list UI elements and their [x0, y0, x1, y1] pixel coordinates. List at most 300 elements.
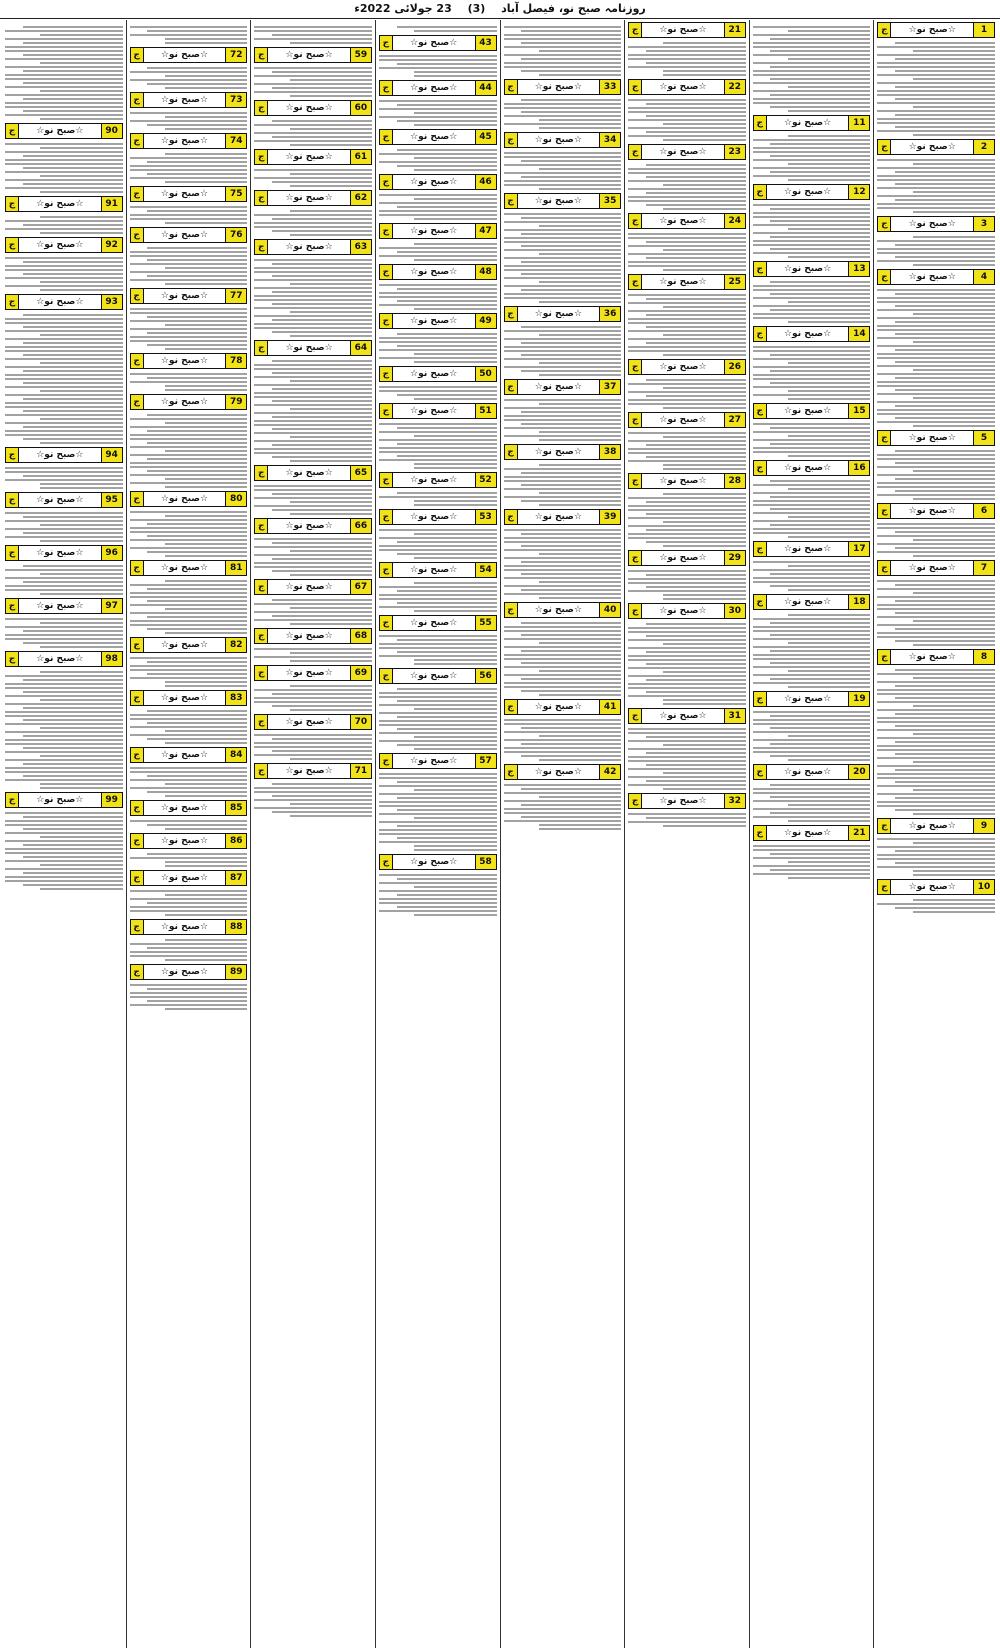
ad-header	[504, 764, 622, 780]
text-line	[23, 110, 123, 112]
ad-header	[628, 79, 746, 95]
text-line	[290, 803, 372, 805]
ad-number: 72	[225, 48, 246, 62]
ad-label: ☆صبح نو☆	[160, 873, 209, 883]
text-line	[40, 216, 122, 218]
text-line	[663, 493, 745, 495]
ad-marker-icon: ج	[131, 920, 144, 934]
ad-marker-icon: ج	[6, 599, 19, 613]
text-line	[379, 529, 497, 531]
text-line	[895, 183, 995, 185]
text-line	[753, 346, 871, 348]
text-line	[379, 821, 497, 823]
text-line	[130, 120, 248, 122]
ad-header	[5, 792, 123, 808]
text-line	[130, 992, 248, 994]
text-line	[23, 42, 123, 44]
text-line	[504, 585, 622, 587]
text-line	[5, 187, 123, 189]
text-line	[753, 654, 871, 656]
text-line	[130, 547, 248, 549]
ad-header	[753, 541, 871, 557]
ad-number: 33	[599, 80, 620, 94]
text-line	[254, 214, 372, 216]
ad-text-block	[379, 280, 497, 310]
text-line	[504, 156, 622, 158]
text-line	[770, 309, 870, 311]
ad-header	[130, 394, 248, 410]
text-line	[877, 466, 995, 468]
classified-ad	[254, 190, 372, 236]
ad-marker-icon: ج	[505, 80, 518, 94]
text-line	[254, 222, 372, 224]
text-line	[663, 42, 745, 44]
ad-marker-icon: ج	[754, 595, 767, 609]
text-line	[877, 458, 995, 460]
ad-number: 48	[475, 265, 496, 279]
text-line	[165, 324, 247, 326]
text-line	[753, 350, 871, 352]
text-line	[877, 551, 995, 553]
text-line	[379, 882, 497, 884]
text-line	[895, 809, 995, 811]
text-line	[539, 253, 621, 255]
text-line	[379, 202, 497, 204]
text-line	[130, 984, 248, 986]
text-line	[504, 480, 622, 482]
classified-ad	[877, 649, 995, 815]
text-line	[504, 549, 622, 551]
text-line	[5, 338, 123, 340]
text-line	[877, 289, 995, 291]
ad-label: ☆صبح نو☆	[160, 356, 209, 366]
text-line	[521, 160, 621, 162]
text-line	[379, 793, 497, 795]
ad-label: ☆صبح نو☆	[285, 343, 333, 353]
text-line	[414, 435, 496, 437]
text-line	[272, 542, 372, 544]
text-line	[130, 898, 248, 900]
ad-number: 31	[724, 709, 745, 723]
text-line	[628, 265, 746, 267]
ad-header	[5, 651, 123, 667]
ad-number: 11	[848, 116, 869, 130]
ad-marker-icon: ج	[255, 101, 268, 115]
ad-number: 81	[225, 561, 246, 575]
text-line	[397, 728, 497, 730]
text-line	[5, 171, 123, 173]
text-line	[877, 179, 995, 181]
ad-header	[254, 579, 372, 595]
text-line	[130, 308, 248, 310]
text-line	[877, 421, 995, 423]
text-line	[23, 326, 123, 328]
ad-text-block	[130, 576, 248, 634]
text-line	[130, 263, 248, 265]
text-line	[753, 808, 871, 810]
ad-marker-icon: ج	[380, 510, 393, 524]
text-line	[379, 459, 497, 461]
text-line	[521, 533, 621, 535]
text-line	[788, 86, 870, 88]
text-line	[753, 674, 871, 676]
text-line	[23, 26, 123, 28]
text-line	[877, 325, 995, 327]
text-line	[913, 498, 995, 500]
text-line	[539, 74, 621, 76]
text-line	[877, 866, 995, 868]
ad-header	[379, 615, 497, 631]
text-line	[397, 26, 497, 28]
text-line	[254, 299, 372, 301]
text-line	[379, 59, 497, 61]
text-line	[165, 914, 247, 916]
text-line	[753, 313, 871, 315]
text-line	[504, 784, 622, 786]
text-line	[539, 796, 621, 798]
text-line	[379, 902, 497, 904]
classified-ad	[130, 133, 248, 183]
text-line	[290, 660, 372, 662]
ad-marker-icon: ج	[255, 191, 268, 205]
text-line	[646, 780, 746, 782]
text-line	[504, 739, 622, 741]
text-line	[770, 634, 870, 636]
ad-text-block	[5, 310, 123, 444]
text-line	[414, 30, 496, 32]
text-line	[397, 781, 497, 783]
text-line	[40, 524, 122, 526]
text-line	[130, 657, 248, 659]
text-line	[539, 362, 621, 364]
text-line	[504, 164, 622, 166]
ad-column	[126, 20, 251, 1648]
text-line	[165, 865, 247, 867]
text-line	[130, 328, 248, 330]
ad-text-block	[379, 419, 497, 469]
ad-number: 36	[599, 307, 620, 321]
text-line	[753, 816, 871, 818]
ad-number: 30	[724, 604, 745, 618]
ad-label: ☆صبح نو☆	[285, 193, 333, 203]
text-line	[646, 103, 746, 105]
text-line	[521, 30, 621, 32]
ad-label: ☆صبح نو☆	[410, 512, 458, 522]
text-line	[5, 179, 123, 181]
ad-marker-icon: ج	[380, 81, 393, 95]
text-line	[379, 890, 497, 892]
text-line	[254, 489, 372, 491]
text-line	[770, 650, 870, 652]
text-line	[379, 537, 497, 539]
text-line	[788, 362, 870, 364]
text-line	[40, 783, 122, 785]
ad-header	[130, 800, 248, 816]
ad-number: 5	[973, 431, 994, 445]
ad-number: 73	[225, 93, 246, 107]
text-line	[628, 821, 746, 823]
text-line	[895, 42, 995, 44]
text-line	[646, 574, 746, 576]
text-line	[504, 107, 622, 109]
text-line	[397, 120, 497, 122]
ad-label: ☆صبح نو☆	[659, 82, 707, 92]
text-line	[770, 853, 870, 855]
text-line	[504, 654, 622, 656]
text-line	[165, 730, 247, 732]
text-line	[272, 136, 372, 138]
text-line	[788, 877, 870, 879]
text-line	[379, 777, 497, 779]
text-line	[504, 123, 622, 125]
ad-label: ☆صبح نو☆	[783, 406, 832, 416]
text-line	[272, 218, 372, 220]
text-line	[379, 55, 497, 57]
ad-text-block	[504, 395, 622, 441]
classified-ad	[877, 879, 995, 913]
text-line	[130, 787, 248, 789]
text-line	[539, 464, 621, 466]
text-line	[663, 594, 745, 596]
ad-number: 37	[599, 380, 620, 394]
ad-number: 4	[973, 270, 994, 284]
text-line	[504, 537, 622, 539]
text-line	[290, 95, 372, 97]
text-line	[539, 642, 621, 644]
text-line	[147, 535, 247, 537]
text-line	[130, 620, 248, 622]
text-line	[23, 98, 123, 100]
ad-marker-icon: ج	[131, 834, 144, 848]
text-line	[504, 172, 622, 174]
text-line	[504, 62, 622, 64]
text-line	[40, 540, 122, 542]
ad-marker-icon: ج	[255, 466, 268, 480]
text-line	[770, 143, 870, 145]
ad-text-block	[628, 428, 746, 470]
text-line	[254, 404, 372, 406]
text-line	[254, 38, 372, 40]
ad-text-block	[379, 525, 497, 559]
classified-ad	[130, 394, 248, 488]
text-line	[504, 468, 622, 470]
ad-header	[379, 80, 497, 96]
text-line	[130, 511, 248, 513]
ad-label: ☆صبح نو☆	[160, 922, 209, 932]
text-line	[40, 573, 122, 575]
ad-number: 70	[350, 715, 371, 729]
text-line	[414, 886, 496, 888]
text-line	[628, 768, 746, 770]
text-line	[254, 697, 372, 699]
text-line	[504, 557, 622, 559]
ad-header	[5, 196, 123, 212]
classified-ad	[254, 465, 372, 515]
ad-number: 10	[973, 880, 994, 894]
ad-number: 41	[599, 700, 620, 714]
ad-marker-icon: ج	[878, 270, 891, 284]
ad-number: 24	[724, 214, 745, 228]
text-line	[5, 585, 123, 587]
classified-ad	[130, 560, 248, 634]
text-line	[147, 332, 247, 334]
text-line	[254, 307, 372, 309]
ad-header	[877, 269, 995, 285]
classified-ad	[504, 764, 622, 830]
ad-number: 62	[350, 191, 371, 205]
text-line	[895, 405, 995, 407]
text-line	[788, 390, 870, 392]
text-line	[130, 454, 248, 456]
ad-text-block	[130, 763, 248, 797]
text-line	[539, 759, 621, 761]
text-line	[165, 450, 247, 452]
text-line	[23, 438, 123, 440]
text-line	[254, 368, 372, 370]
text-line	[23, 747, 123, 749]
text-line	[877, 737, 995, 739]
classified-ad	[753, 115, 871, 181]
ad-text-block	[254, 681, 372, 711]
text-line	[877, 187, 995, 189]
ad-label: ☆صبح نو☆	[410, 475, 458, 485]
text-line	[753, 857, 871, 859]
text-line	[646, 395, 746, 397]
text-line	[753, 175, 871, 177]
text-line	[23, 763, 123, 765]
text-line	[663, 699, 745, 701]
text-line	[5, 430, 123, 432]
text-line	[753, 252, 871, 254]
text-line	[23, 884, 123, 886]
text-line	[770, 370, 870, 372]
text-line	[504, 435, 622, 437]
text-line	[521, 755, 621, 757]
text-line	[628, 403, 746, 405]
text-line	[130, 539, 248, 541]
text-line	[254, 132, 372, 134]
text-line	[913, 369, 995, 371]
text-line	[753, 630, 871, 632]
text-line	[628, 667, 746, 669]
text-line	[628, 784, 746, 786]
text-line	[290, 436, 372, 438]
text-line	[504, 66, 622, 68]
ad-number: 52	[475, 473, 496, 487]
text-line	[521, 650, 621, 652]
text-line	[5, 285, 123, 287]
text-line	[147, 791, 247, 793]
text-line	[504, 213, 622, 215]
classified-ad	[753, 403, 871, 457]
text-line	[397, 797, 497, 799]
ad-marker-icon: ج	[629, 214, 642, 228]
text-line	[663, 334, 745, 336]
classified-ad	[504, 193, 622, 303]
text-line	[753, 62, 871, 64]
text-line	[414, 610, 496, 612]
text-line	[504, 269, 622, 271]
ad-text-block	[379, 488, 497, 506]
text-line	[521, 217, 621, 219]
text-line	[788, 735, 870, 737]
ad-text-block	[379, 578, 497, 612]
text-line	[379, 898, 497, 900]
text-line	[913, 163, 995, 165]
ad-number: 46	[475, 175, 496, 189]
masthead-date: 23 جولائی 2022ء	[354, 2, 452, 15]
ad-number: 98	[101, 652, 122, 666]
text-line	[504, 38, 622, 40]
text-line	[23, 516, 123, 518]
text-line	[414, 243, 496, 245]
ad-header	[130, 919, 248, 935]
classified-ad	[504, 22, 622, 76]
text-line	[290, 144, 372, 146]
text-line	[504, 658, 622, 660]
text-line	[504, 285, 622, 287]
text-line	[165, 580, 247, 582]
ad-number: 14	[848, 327, 869, 341]
text-line	[504, 399, 622, 401]
text-line	[254, 75, 372, 77]
text-line	[272, 599, 372, 601]
text-line	[165, 181, 247, 183]
text-line	[23, 816, 123, 818]
text-line	[895, 199, 995, 201]
ad-header	[628, 473, 746, 489]
ad-header	[254, 190, 372, 206]
ad-marker-icon: ج	[878, 217, 891, 231]
ad-header	[504, 132, 622, 148]
text-line	[663, 354, 745, 356]
text-line	[397, 541, 497, 543]
ad-text-block	[130, 202, 248, 224]
text-line	[40, 593, 122, 595]
text-line	[40, 147, 122, 149]
text-line	[165, 283, 247, 285]
ad-number: 50	[475, 367, 496, 381]
text-line	[147, 775, 247, 777]
text-line	[254, 603, 372, 605]
ad-label: ☆صبح نو☆	[908, 25, 956, 35]
text-line	[165, 783, 247, 785]
text-line	[272, 360, 372, 362]
ad-text-block	[5, 667, 123, 789]
text-line	[877, 401, 995, 403]
ad-marker-icon: ج	[505, 380, 518, 394]
text-line	[877, 604, 995, 606]
text-line	[272, 388, 372, 390]
text-line	[272, 693, 372, 695]
text-line	[5, 695, 123, 697]
ad-label: ☆صبح نو☆	[160, 563, 209, 573]
text-line	[646, 663, 746, 665]
ad-header	[628, 603, 746, 619]
text-line	[504, 666, 622, 668]
text-line	[165, 742, 247, 744]
text-line	[753, 865, 871, 867]
text-line	[379, 606, 497, 608]
text-line	[147, 600, 247, 602]
text-line	[165, 128, 247, 130]
text-line	[663, 123, 745, 125]
text-line	[504, 54, 622, 56]
text-line	[628, 578, 746, 580]
text-line	[272, 444, 372, 446]
text-line	[663, 468, 745, 470]
classified-ad	[5, 447, 123, 489]
